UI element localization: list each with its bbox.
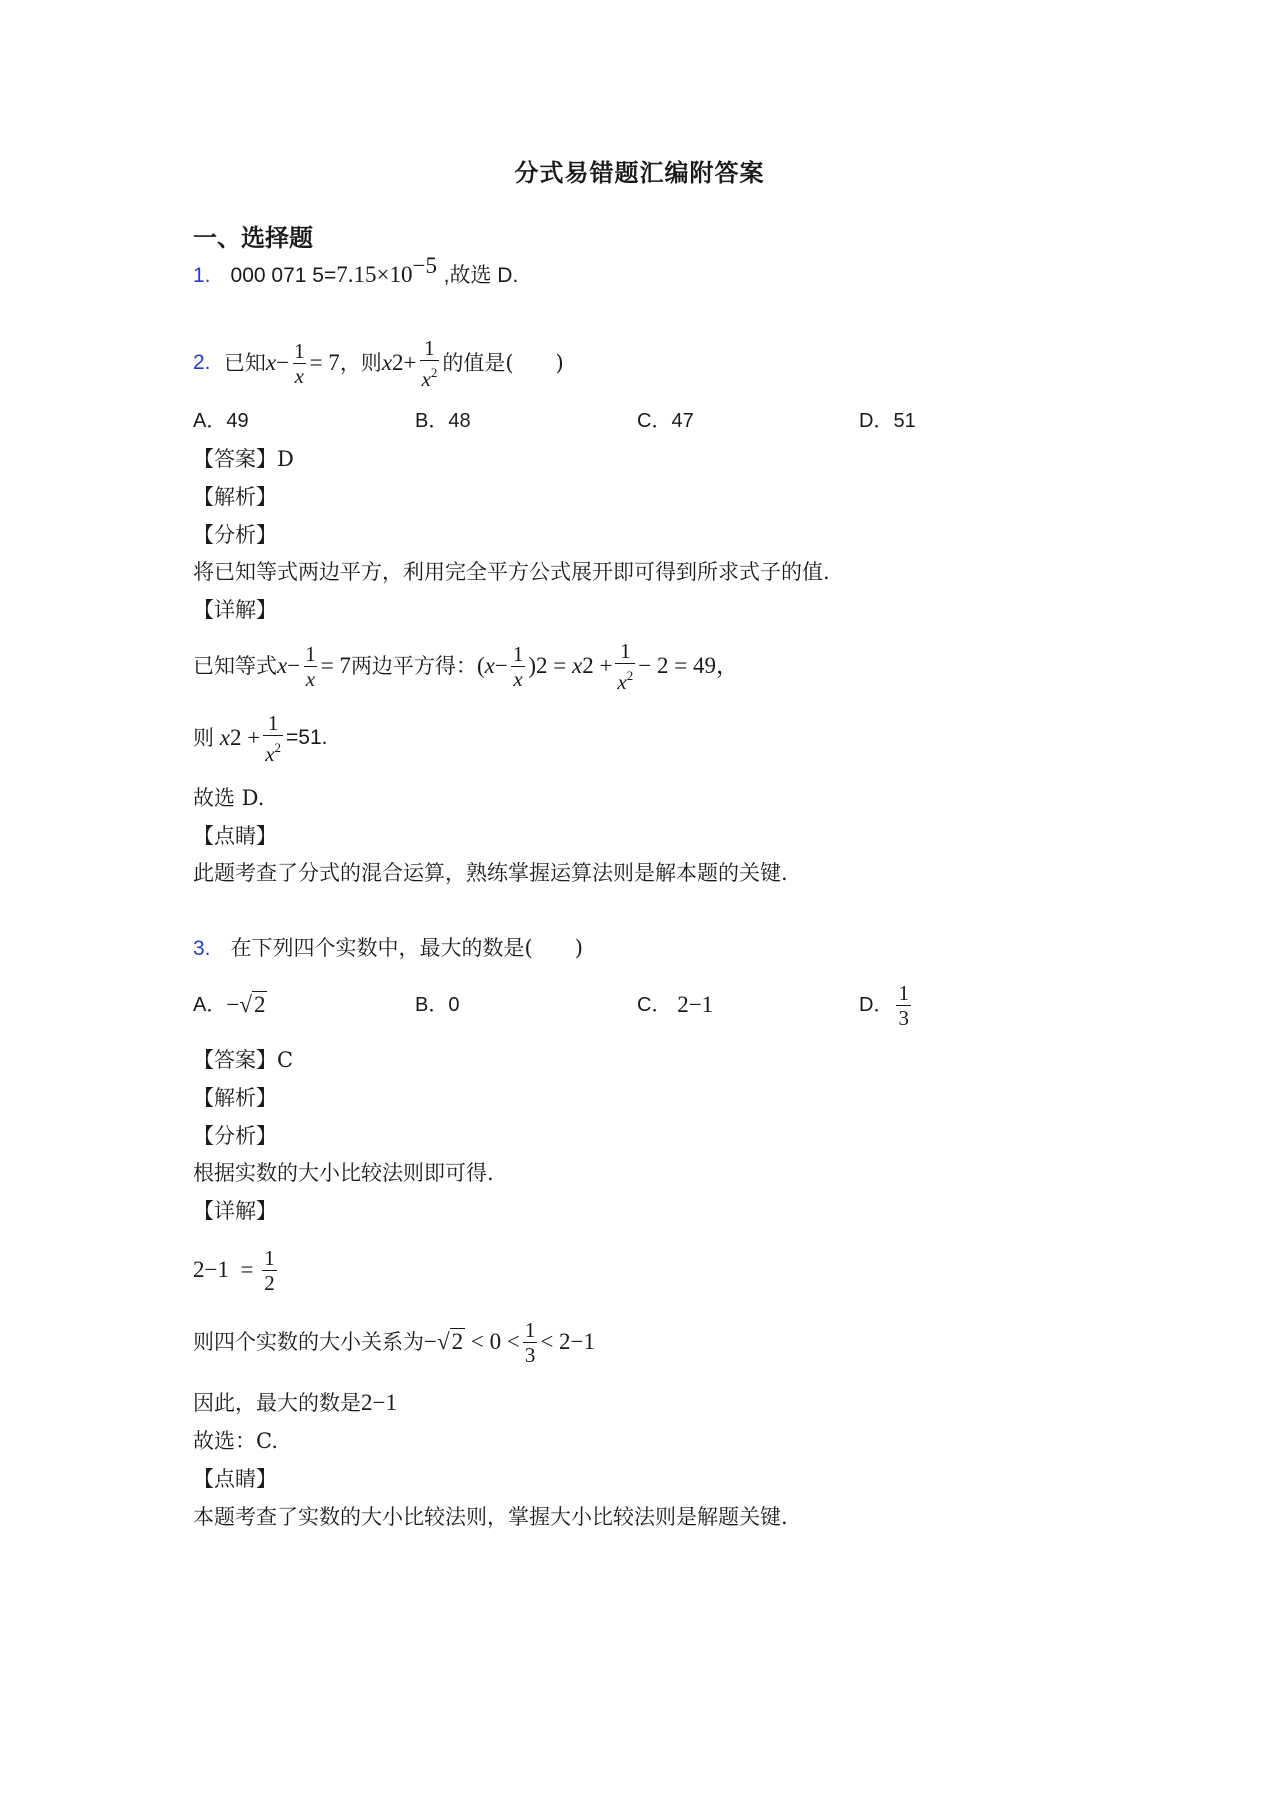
math-fraction: $\frac{1}{x^2}$ — [421, 335, 438, 391]
q1-prefix: 000 071 5= — [230, 264, 337, 287]
conclusion: 故选：C. — [193, 1429, 278, 1453]
q1-mantissa: 7.15 — [336, 262, 377, 287]
math-fraction: $\frac{1}{2}$ — [264, 1245, 275, 1295]
therefore-line: 因此，最大的数是 2 −1 — [193, 1390, 397, 1415]
fenxi-label: 【分析】 — [193, 1124, 277, 1148]
math-fraction: $\frac{1}{3}$ — [898, 980, 909, 1030]
math-fraction: $\frac{1}{x^2}$ — [265, 710, 282, 766]
math-fraction: $\frac{1}{3}$ — [524, 1317, 536, 1367]
option-a: A．49 — [193, 410, 249, 432]
fenxi-text: 将已知等式两边平方，利用完全平方公式展开即可得到所求式子的值. — [193, 560, 830, 584]
q2-stem-text: ，则 — [339, 351, 382, 375]
q1-suffix: ,故选 D. — [443, 264, 519, 287]
math-equals-seven: = 7 — [309, 350, 340, 375]
q1-exponent: −5 — [412, 253, 437, 278]
detail-label: 【详解】 — [193, 1199, 277, 1223]
q2-stem-text: 已知 — [223, 351, 266, 375]
question-3-stem: 3. 在下列四个实数中，最大的数是( ) — [193, 936, 583, 960]
question-2-stem: 2. 已知 x − $\frac{1}{x}$ = 7 ，则 x 2 + $\frac{1}{x^2}$ 的值是( ) — [193, 335, 564, 391]
math-fraction: $\frac{1}{x}$ — [294, 338, 305, 388]
relation-line: 则四个实数的大小关系为 − √2 < 0 < $\frac{1}{3}$ < 2 −1 — [193, 1317, 596, 1367]
question-number: 2. — [193, 351, 211, 374]
detail-label: 【详解】 — [193, 598, 277, 622]
q3-option-d: D． $\frac{1}{3}$ — [859, 980, 909, 1030]
dianjing-text: 此题考查了分式的混合运算，熟练掌握运算法则是解本题的关键. — [193, 861, 788, 885]
q1-times: ×10 — [376, 262, 413, 287]
question-number: 3. — [193, 937, 211, 960]
analysis-label: 【解析】 — [193, 485, 277, 509]
math-fraction: $\frac{1}{x^2}$ — [617, 638, 634, 694]
question-1 — [193, 252, 518, 290]
math-var-x: x — [381, 350, 393, 375]
detail-eq: 2 −1 = $\frac{1}{2}$ — [193, 1245, 275, 1295]
dianjing-label: 【点睛】 — [193, 1467, 277, 1491]
section-heading: 一、选择题 — [193, 223, 313, 252]
fenxi-text: 根据实数的大小比较法则即可得. — [193, 1161, 494, 1185]
q3-option-c: C． 2 −1 — [637, 992, 714, 1017]
math-minus: − — [276, 350, 290, 375]
q3-option-b: B．0 — [415, 994, 460, 1016]
detail-line-2: 则 x 2 + $\frac{1}{x^2}$ =51. — [193, 710, 328, 766]
conclusion: 故选 D. — [193, 786, 265, 810]
option-b: B．48 — [415, 410, 471, 432]
page-title: 分式易错题汇编附答案 — [514, 158, 765, 187]
dianjing-label: 【点睛】 — [193, 824, 277, 848]
dianjing-text: 本题考查了实数的大小比较法则，掌握大小比较法则是解题关键. — [193, 1505, 788, 1529]
q2-stem-text: 的值是( ) — [442, 351, 564, 375]
question-number: 1. — [193, 264, 211, 287]
option-c: C．47 — [637, 410, 694, 432]
analysis-label: 【解析】 — [193, 1086, 277, 1110]
detail-line-1: 已知等式 x − $\frac{1}{x}$ = 7 两边平方得： ( x − $\frac{1}{x}$ ) 2 = x 2 + $\frac{1}{x^2}$ − 2 = 49， — [193, 638, 739, 694]
answer-label: 【答案】D — [193, 447, 294, 471]
math-fraction: $\frac{1}{x}$ — [512, 641, 524, 691]
answer-label: 【答案】C — [193, 1048, 294, 1072]
math-var-x: x — [265, 350, 277, 375]
q3-option-a: A． − √2 — [193, 992, 266, 1017]
math-fraction: $\frac{1}{x}$ — [305, 641, 316, 691]
option-d: D．51 — [859, 410, 916, 432]
fenxi-label: 【分析】 — [193, 523, 277, 547]
sqrt-two: √2 — [239, 992, 266, 1017]
